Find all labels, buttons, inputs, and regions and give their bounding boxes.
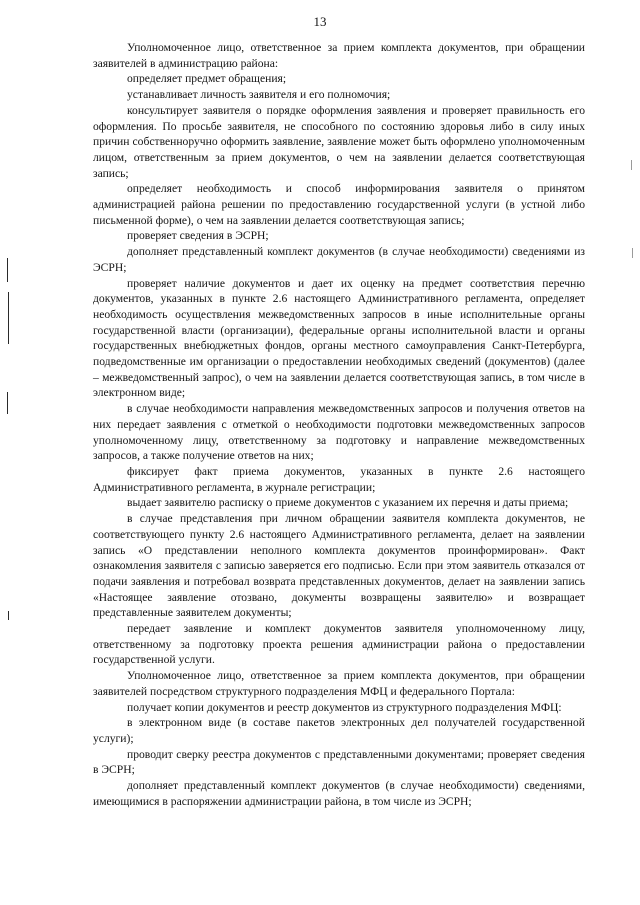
paragraph: устанавливает личность заявителя и его полномочия; — [127, 88, 391, 102]
scan-mark — [632, 248, 633, 258]
scan-mark — [8, 611, 9, 620]
paragraph: проводит сверку реестра документов с представленными документами; проверяет сведения в ЭСРН; — [93, 747, 585, 777]
paragraph: дополняет представленный комплект документов (в случае необходимости) сведениями, имеющимися в распоряжении администрации района, в том числе из ЭСРН; — [93, 779, 585, 808]
paragraph: проверяет сведения в ЭСРН; — [127, 229, 269, 243]
paragraph: консультирует заявителя о порядке оформления заявления и проверяет правильность его оформления. По просьбе заявителя, не способного по состоянию здоровья либо в силу иных причин собственноручно оформить заявление, заявление может быть оформлено уполномоченным лицом, ответственным за прием документов, о чем на заявлении делается соответствующая запись; — [93, 103, 585, 180]
paragraph: определяет предмет обращения; — [127, 72, 287, 86]
paragraph: дополняет представленный комплект документов (в случае необходимости) сведениями из ЭСРН; — [93, 245, 585, 274]
paragraph: фиксирует факт приема документов, указанных в пункте 2.6 настоящего Административного регламента, в журнале регистрации; — [93, 464, 585, 494]
paragraph: получает копии документов и реестр документов из структурного подразделения МФЦ: — [127, 700, 562, 714]
paragraph: передает заявление и комплект документов заявителя уполномоченному лицу, ответственному за подготовку проекта решения администрации района о предоставлении государственной услуги. — [93, 622, 585, 667]
paragraph: выдает заявителю расписку о приеме документов с указанием их перечня и даты приема; — [127, 496, 569, 510]
paragraph: определяет необходимость и способ информирования заявителя о принятом администрацией района решении по предоставлению государственной услуги (в устной либо письменной форме), о чем на заявлении делается соответствующая запись; — [93, 182, 585, 227]
document-body — [93, 40, 585, 809]
scan-mark — [7, 258, 8, 282]
scan-mark — [8, 292, 9, 344]
scan-mark — [7, 392, 8, 414]
paragraph: в случае необходимости направления межведомственных запросов и получения ответов на них передает заявления с отметкой о необходимости подготовки межведомственных запросов уполномоченному лицу, ответственному за подготовку и направление межведомственных запросов, а также получение ответов на них; — [93, 402, 585, 463]
paragraph: проверяет наличие документов и дает их оценку на предмет соответствия перечню документов, указанных в пункте 2.6 настоящего Административного регламента, определяет необходимость осуществления межведомственных запросов в иные исполнительные органы государственной власти (организации), федеральные органы исполнительной власти и органы государственных внебюджетных фондов, органы местного самоуправления Санкт-Петербурга, подведомственные им организации о предоставлении необходимых сведений (документов) (далее – межведомственный запрос), о чем на заявлении делается соответствующая запись, в том числе в электронном виде; — [93, 276, 585, 400]
paragraph: в случае представления при личном обращении заявителя комплекта документов, не соответствующего пункту 2.6 настоящего Административного регламента, делает на заявлении запись «О представлении неполного комплекта документов проинформирован». Факт ознакомления заявителя с записью заверяется его подписью. Если при этом заявитель отказался от подачи заявления и потребовал возврата представленных документов, делает на заявлении запись «Настоящее заявление отозвано, документы возвращены заявителю» и возвращает представленные заявителем документы; — [93, 512, 585, 620]
paragraph: Уполномоченное лицо, ответственное за прием комплекта документов, при обращении заявителей в администрацию района: — [93, 41, 585, 70]
page-number: 13 — [313, 14, 327, 29]
paragraph: в электронном виде (в составе пакетов электронных дел получателей государственной услуги); — [93, 716, 585, 745]
paragraph: Уполномоченное лицо, ответственное за прием комплекта документов, при обращении заявителей посредством структурного подразделения МФЦ и федерального Портала: — [93, 669, 585, 698]
scan-mark — [631, 160, 632, 170]
